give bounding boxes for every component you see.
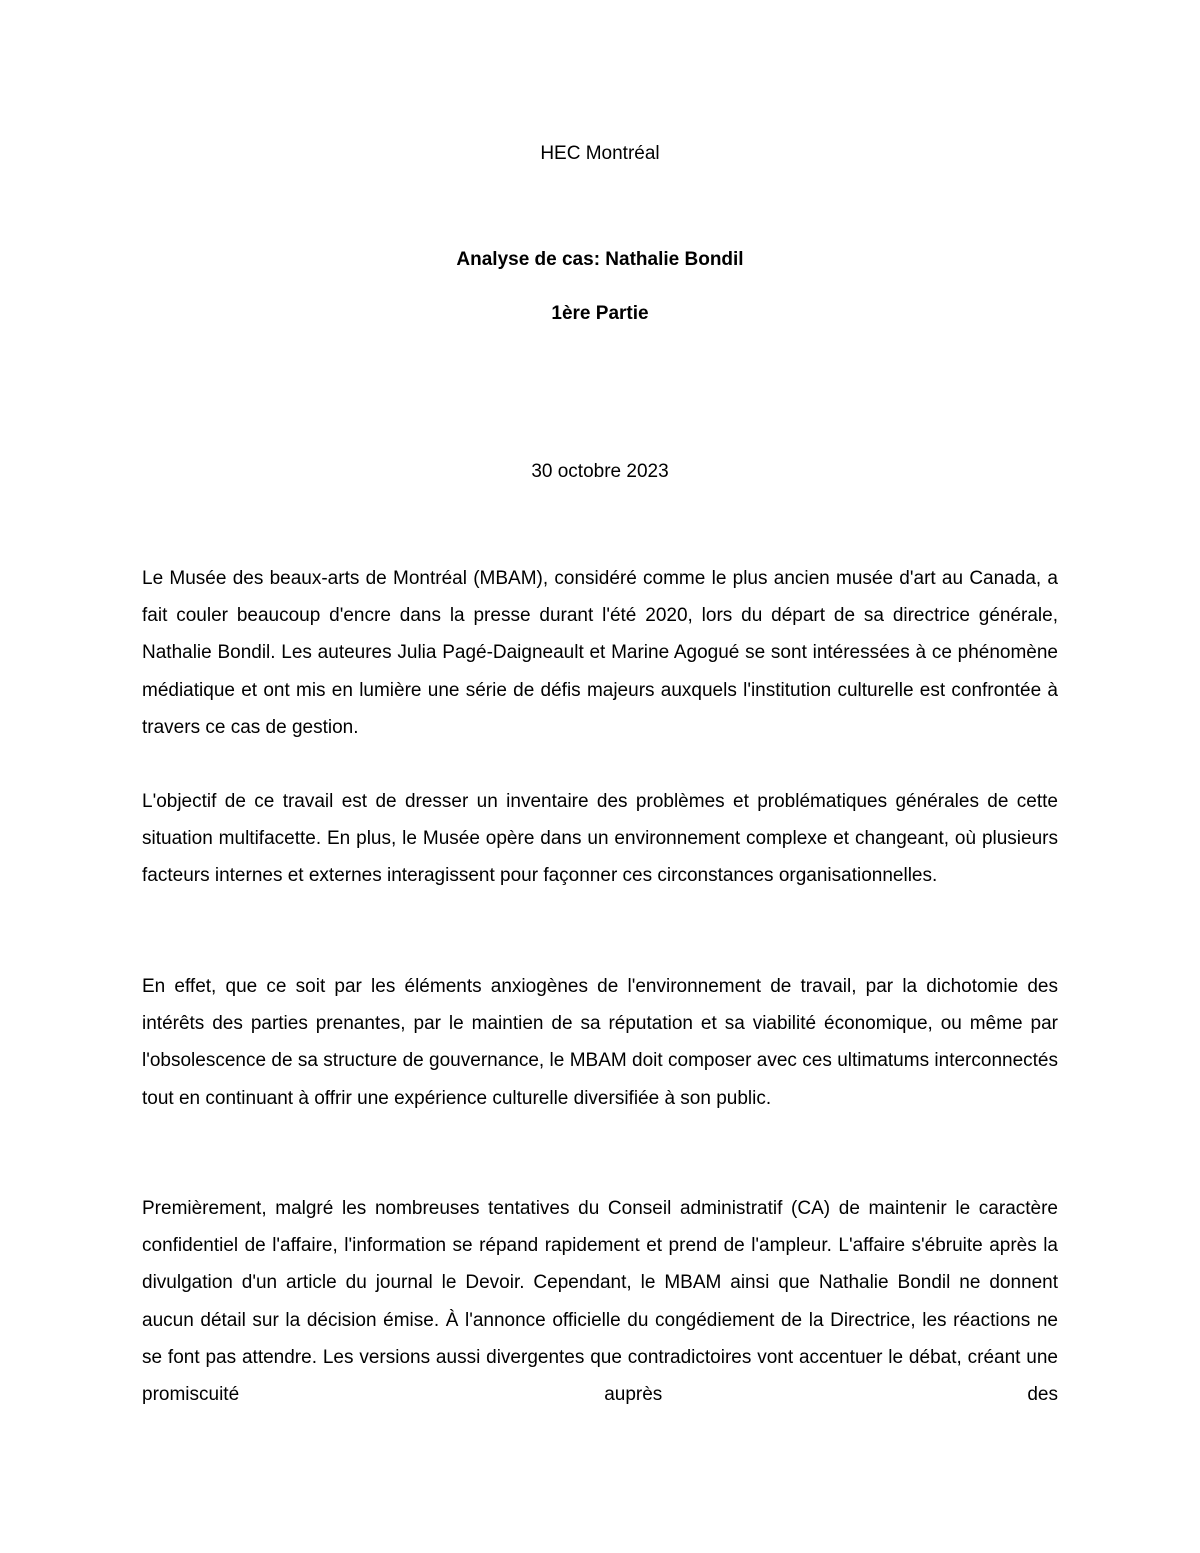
institution-name: HEC Montréal xyxy=(540,143,660,164)
paragraph-first-point: Premièrement, malgré les nombreuses tentatives du Conseil administratif (CA) de maintenir le caractère confidentiel de l'affaire, l'information se répand rapidement et prend de l'ampleur. L'affaire s'ébruite après la divulgation d'un article du journal le Devoir. Cependant, le MBAM ainsi que Nathalie Bondil ne donnent aucun détail sur la décision émise. À l'annonce officielle du congédiement de la Directrice, les réactions ne se font pas attendre. Les versions aussi divergentes que contradictoires vont accentuer le débat, créant une promiscuité auprès des xyxy=(142,1198,1058,1406)
document-title: Analyse de cas: Nathalie Bondil xyxy=(456,249,744,270)
document-subtitle: 1ère Partie xyxy=(551,303,649,324)
document-date: 30 octobre 2023 xyxy=(531,461,669,482)
paragraph-challenges: En effet, que ce soit par les éléments anxiogènes de l'environnement de travail, par la dichotomie des intérêts des parties prenantes, par le maintien de sa réputation et sa viabilité économique, ou même par l'obsolescence de sa structure de gouvernance, le MBAM doit composer avec ces ultimatums interconnectés tout en continuant à offrir une expérience culturelle diversifiée à son public. xyxy=(142,976,1058,1109)
paragraph-introduction: Le Musée des beaux-arts de Montréal (MBAM), considéré comme le plus ancien musée d'art au Canada, a fait couler beaucoup d'encre dans la presse durant l'été 2020, lors du départ de sa directrice générale, Nathalie Bondil. Les auteures Julia Pagé-Daigneault et Marine Agogué se sont intéressées à ce phénomène médiatique et ont mis en lumière une série de défis majeurs auxquels l'institution culturelle est confrontée à travers ce cas de gestion. xyxy=(142,568,1058,738)
paragraph-objective: L'objectif de ce travail est de dresser un inventaire des problèmes et problématiques générales de cette situation multifacette. En plus, le Musée opère dans un environnement complexe et changeant, où plusieurs facteurs internes et externes interagissent pour façonner ces circonstances organisationnelles. xyxy=(142,791,1058,887)
